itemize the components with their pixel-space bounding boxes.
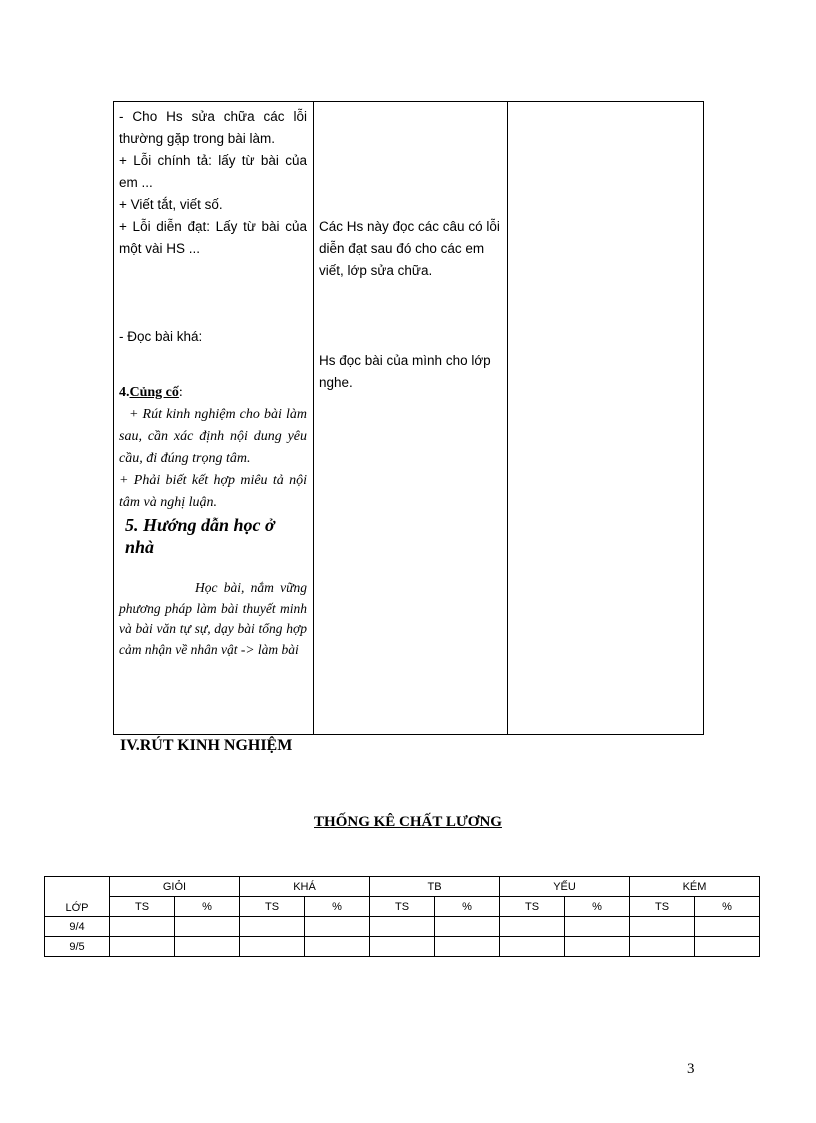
homework-text: Học bài, nắm vững phương pháp làm bài thuyết minh và bài văn tự sự, dạy bài tổng hợp cảm nhận về nhân vật -> làm bài: [119, 580, 307, 657]
heading-number: 4.: [119, 385, 130, 400]
section-title: IV.RÚT KINH NGHIỆM: [120, 737, 293, 754]
ts-header: TS: [240, 897, 305, 917]
abbreviation-text: + Viết tắt, viết số.: [119, 197, 223, 212]
pct-header: %: [435, 897, 500, 917]
pct-header: %: [565, 897, 630, 917]
stats-title-text: THỐNG KÊ CHẤT LƯƠNG: [314, 814, 502, 830]
lesson-learned-text: + Rút kinh nghiệm cho bài làm sau, cần xác định nội dung yêu cầu, đi đúng trọng tâm.: [119, 407, 307, 466]
stats-title: [0, 814, 816, 831]
group-header: KÉM: [630, 877, 760, 897]
combine-text: + Phải biết kết hợp miêu tả nội tâm và nghị luận.: [119, 473, 307, 510]
group-header: KHÁ: [240, 877, 370, 897]
ts-header: TS: [110, 897, 175, 917]
teacher-activities-column: [119, 106, 307, 660]
sub-header-row: [45, 897, 760, 917]
group-header: GIỎI: [110, 877, 240, 897]
class-cell: 9/4: [45, 917, 110, 937]
consolidation-heading: [119, 382, 307, 404]
stats-table: [44, 876, 760, 957]
ts-header: TS: [630, 897, 695, 917]
expression-errors-text: + Lỗi diễn đạt: Lấy từ bài của một vài HS ...: [119, 219, 307, 256]
ts-header: TS: [370, 897, 435, 917]
hs-read-text: Hs đọc bài của mình cho lớp nghe.: [319, 353, 491, 390]
lop-header: LỚP: [45, 877, 110, 917]
table-row: [45, 937, 760, 957]
pct-header: %: [305, 897, 370, 917]
column-divider: [313, 102, 314, 734]
pct-header: %: [175, 897, 240, 917]
column-divider: [507, 102, 508, 734]
fix-errors-text: - Cho Hs sửa chữa các lỗi thường gặp trong bài làm.: [119, 109, 307, 146]
group-header: YẾU: [500, 877, 630, 897]
pct-header: %: [695, 897, 760, 917]
lesson-table: [113, 101, 704, 735]
spelling-errors-text: + Lỗi chính tả: lấy từ bài của em ...: [119, 153, 307, 190]
heading-colon: :: [178, 385, 183, 400]
group-header: TB: [370, 877, 500, 897]
group-header-row: [45, 877, 760, 897]
page-number: 3: [687, 1061, 695, 1077]
class-cell: 9/5: [45, 937, 110, 957]
homework-heading: 5. Hướng dẫn học ở nhà: [125, 515, 275, 557]
students-read-text: Các Hs này đọc các câu có lỗi diễn đạt sau đó cho các em viết, lớp sửa chữa.: [319, 219, 500, 278]
heading-underlined: Củng cố: [129, 385, 179, 400]
ts-header: TS: [500, 897, 565, 917]
read-good-essay-text: - Đọc bài khá:: [119, 329, 203, 344]
table-row: [45, 917, 760, 937]
